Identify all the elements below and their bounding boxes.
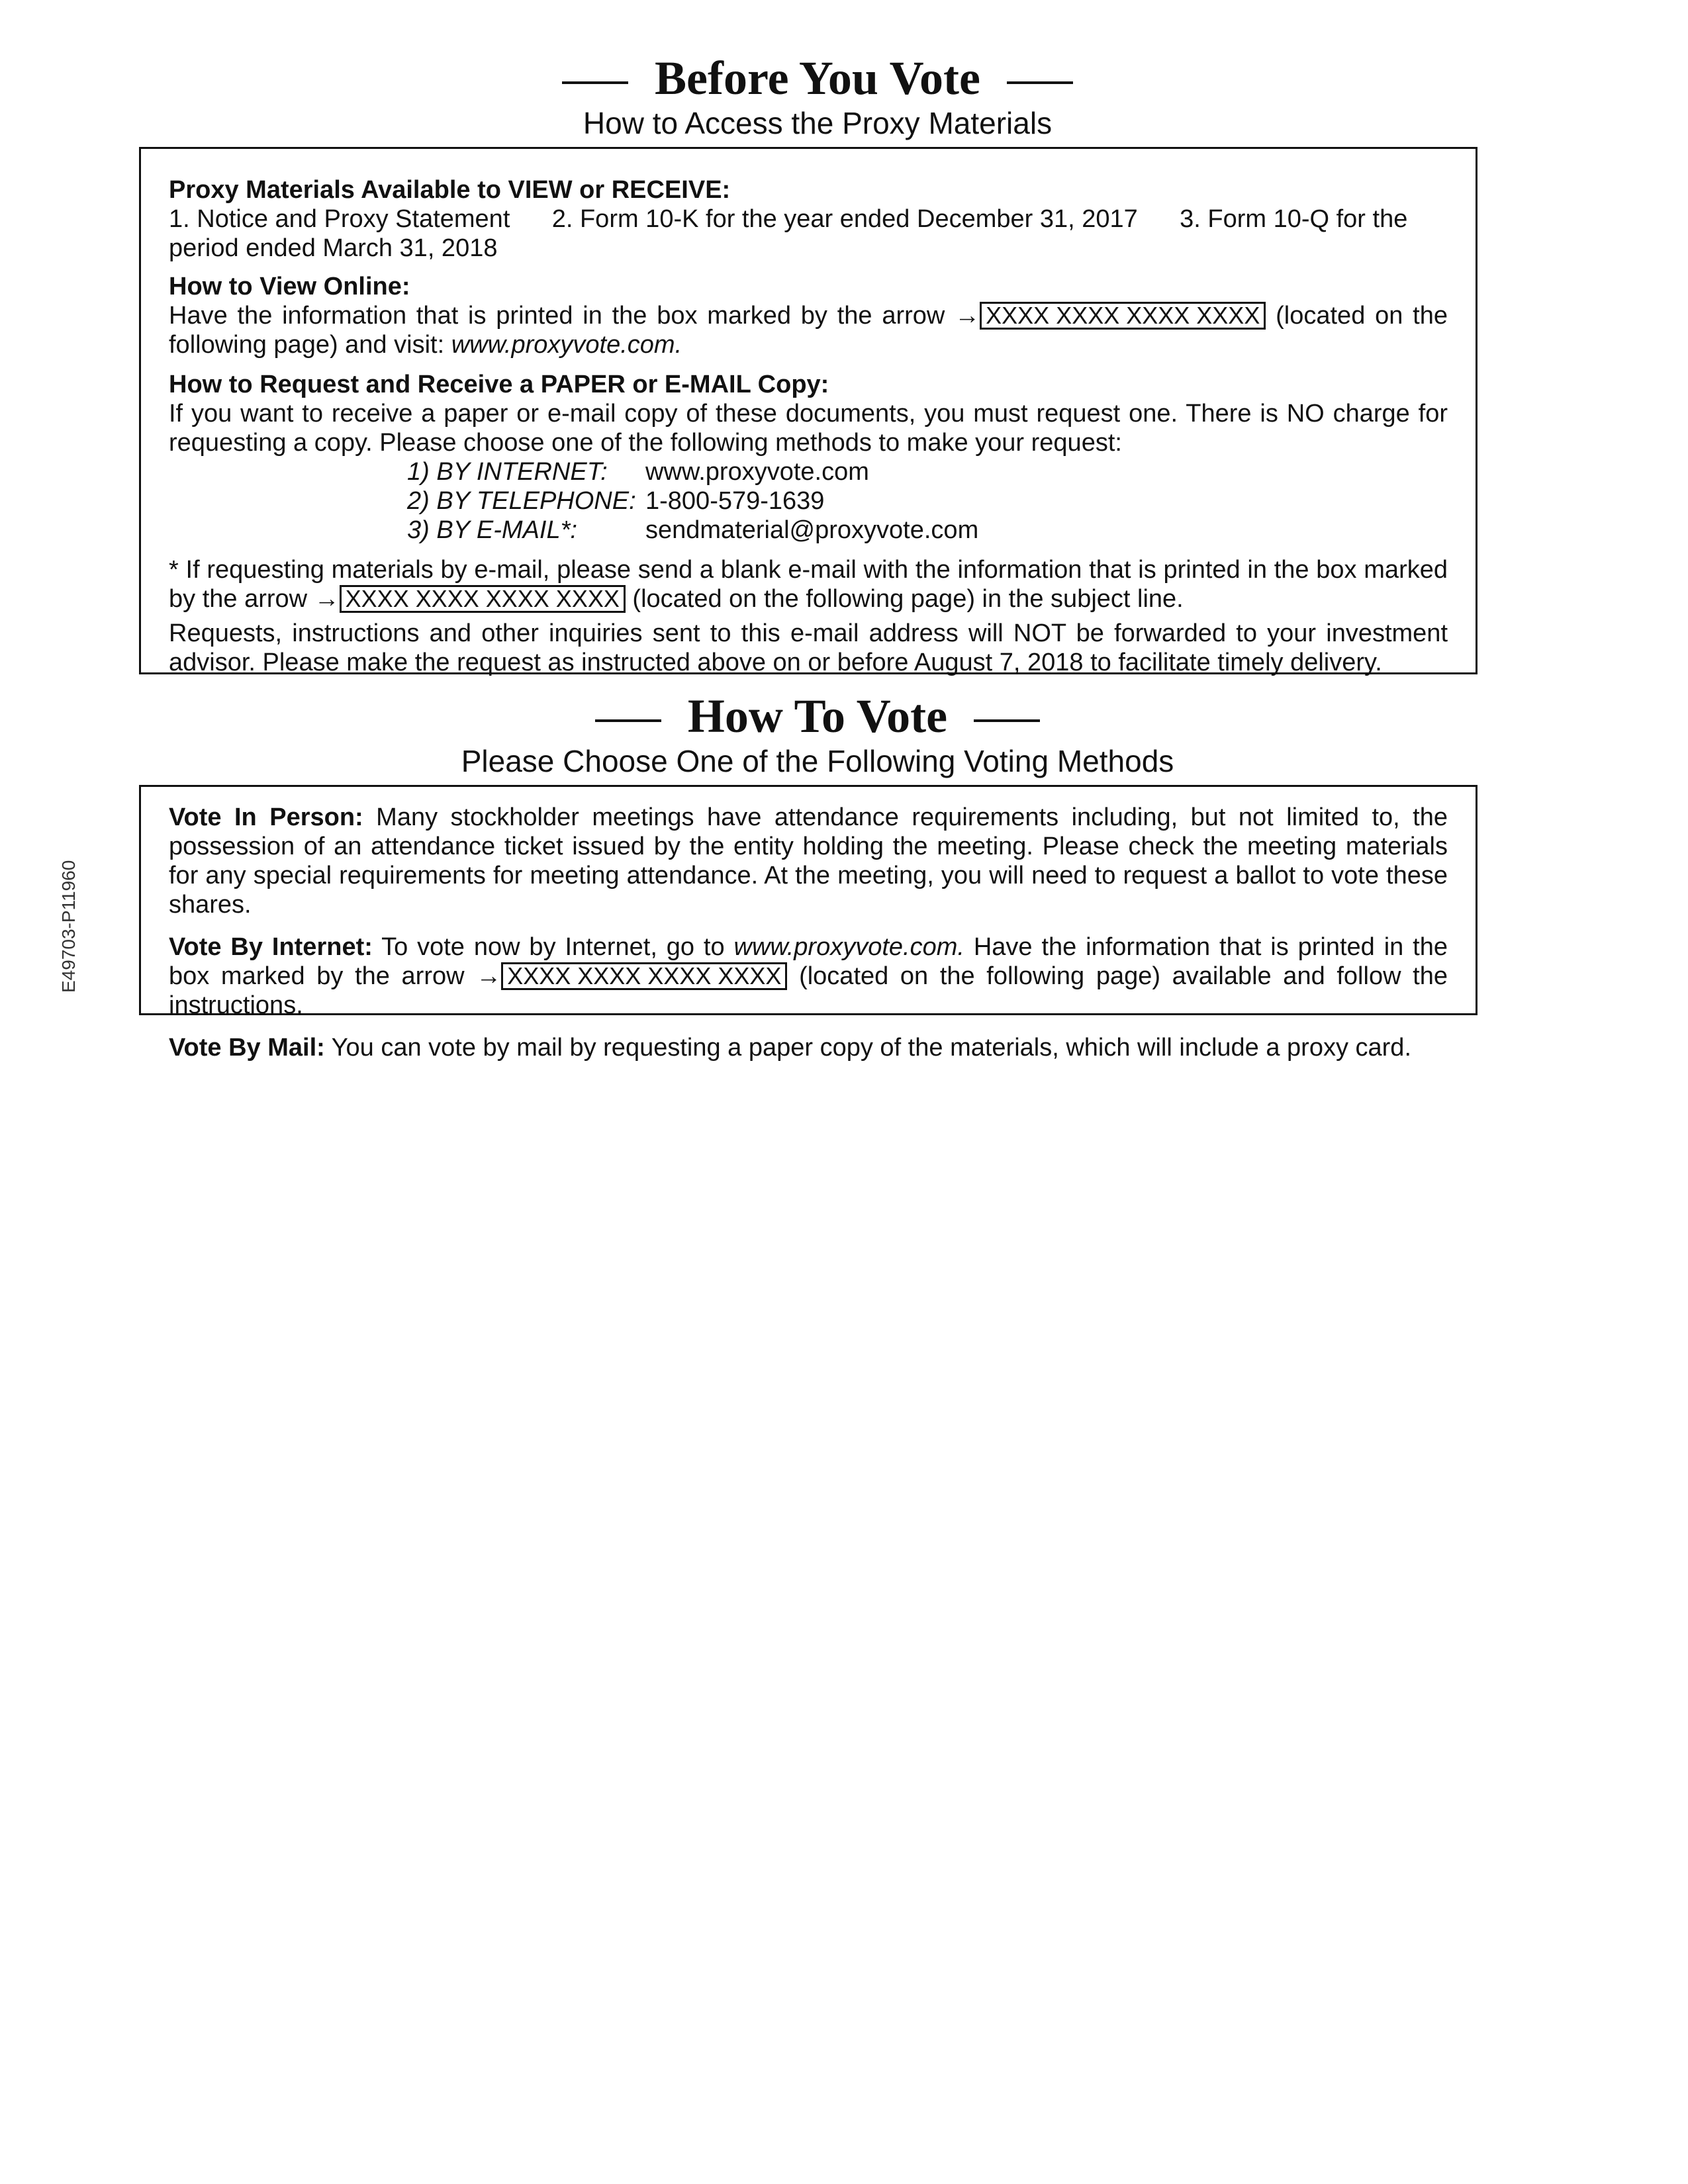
voting-methods-box	[139, 785, 1477, 1062]
request-method-value[interactable]: sendmaterial@proxyvote.com	[645, 516, 979, 544]
vote-by-internet-text-after: (located on the following page) available and follow the instructions.	[169, 962, 1448, 1019]
materials-items-line1: 1. Notice and Proxy Statement 2. Form 10-K for the year ended December 31, 2017 3. Form 10-Q for the	[169, 205, 1408, 233]
how-to-vote-title: How To Vote	[687, 690, 948, 743]
arrow-icon: →	[314, 585, 340, 613]
view-online-text	[169, 301, 1448, 359]
request-method-value[interactable]: www.proxyvote.com	[645, 458, 869, 486]
vote-by-internet-text-mid: Have the information that is printed in the box marked by the arrow	[169, 933, 1448, 990]
heading-dash-left	[595, 719, 661, 722]
view-online-url[interactable]: www.proxyvote.com.	[451, 331, 682, 359]
vote-by-internet-text-before: To vote now by Internet, go to	[372, 933, 734, 961]
request-method-internet	[407, 457, 1448, 486]
request-text: If you want to receive a paper or e-mail copy of these documents, you must request one. There is NO charge for requesting a copy. Please choose one of the following methods to make your request:	[169, 400, 1448, 457]
email-footnote	[169, 555, 1448, 614]
before-you-vote-subtitle: How to Access the Proxy Materials	[583, 106, 1053, 140]
view-online-text-before: Have the information that is printed in the box marked by the arrow	[169, 302, 955, 330]
request-method-telephone	[407, 486, 1448, 516]
email-footnote-before: * If requesting materials by e-mail, please send a blank e-mail with the information that is printed in the box marked by the arrow	[169, 556, 1448, 613]
document-code: E49703-P11960	[58, 860, 79, 993]
vote-by-internet	[169, 933, 1448, 1020]
before-you-vote-heading	[0, 52, 1635, 142]
arrow-icon: →	[476, 962, 502, 990]
view-online-text-after: (located on the following page) and visit:	[169, 302, 1448, 359]
before-you-vote-title: Before You Vote	[655, 52, 980, 105]
forwarding-note: Requests, instructions and other inquiries sent to this e-mail address will NOT be forwarded to your investment advisor. Please make the request as instructed above on or before August 7, 2018 to facilitate timely delivery.	[169, 619, 1448, 676]
vote-in-person-text: Many stockholder meetings have attendance requirements including, but not limited to, the possession of an attendance ticket issued by the entity holding the meeting. Please check the meeting materials for any special requirements for meeting attendance. At the meeting, you will need to request a ballot to vote these shares.	[169, 803, 1448, 919]
heading-dash-right	[974, 719, 1040, 722]
vote-by-mail-label: Vote By Mail:	[169, 1034, 325, 1062]
vote-in-person-label: Vote In Person:	[169, 803, 363, 831]
vote-by-mail	[169, 1033, 1448, 1062]
control-number-box: XXXX XXXX XXXX XXXX	[980, 302, 1266, 330]
request-heading: How to Request and Receive a PAPER or E-MAIL Copy:	[169, 371, 829, 398]
request-method-label: 1) BY INTERNET:	[407, 458, 608, 486]
control-number-box: XXXX XXXX XXXX XXXX	[340, 585, 626, 613]
control-number-box: XXXX XXXX XXXX XXXX	[501, 962, 787, 990]
request-method-email	[407, 516, 1448, 545]
request-method-label: 3) BY E-MAIL*:	[407, 516, 577, 544]
vote-by-internet-label: Vote By Internet:	[169, 933, 373, 961]
request-method-label: 2) BY TELEPHONE:	[407, 487, 636, 515]
materials-items-line2: period ended March 31, 2018	[169, 234, 498, 262]
vote-in-person	[169, 803, 1448, 919]
arrow-icon: →	[955, 302, 980, 330]
materials-heading: Proxy Materials Available to VIEW or RECEIVE:	[169, 176, 731, 204]
how-to-vote-heading	[0, 690, 1635, 780]
request-methods-list	[169, 457, 1448, 545]
request-method-value[interactable]: 1-800-579-1639	[645, 487, 825, 515]
vote-by-mail-text: You can vote by mail by requesting a paper copy of the materials, which will include a proxy card.	[324, 1034, 1411, 1062]
how-to-vote-subtitle: Please Choose One of the Following Voting Methods	[461, 744, 1174, 778]
view-online-heading: How to View Online:	[169, 273, 410, 300]
email-footnote-after: (located on the following page) in the subject line.	[625, 585, 1184, 613]
vote-by-internet-url[interactable]: www.proxyvote.com.	[733, 933, 964, 961]
heading-dash-left	[562, 81, 628, 84]
heading-dash-right	[1007, 81, 1073, 84]
proxy-materials-box	[139, 147, 1477, 674]
